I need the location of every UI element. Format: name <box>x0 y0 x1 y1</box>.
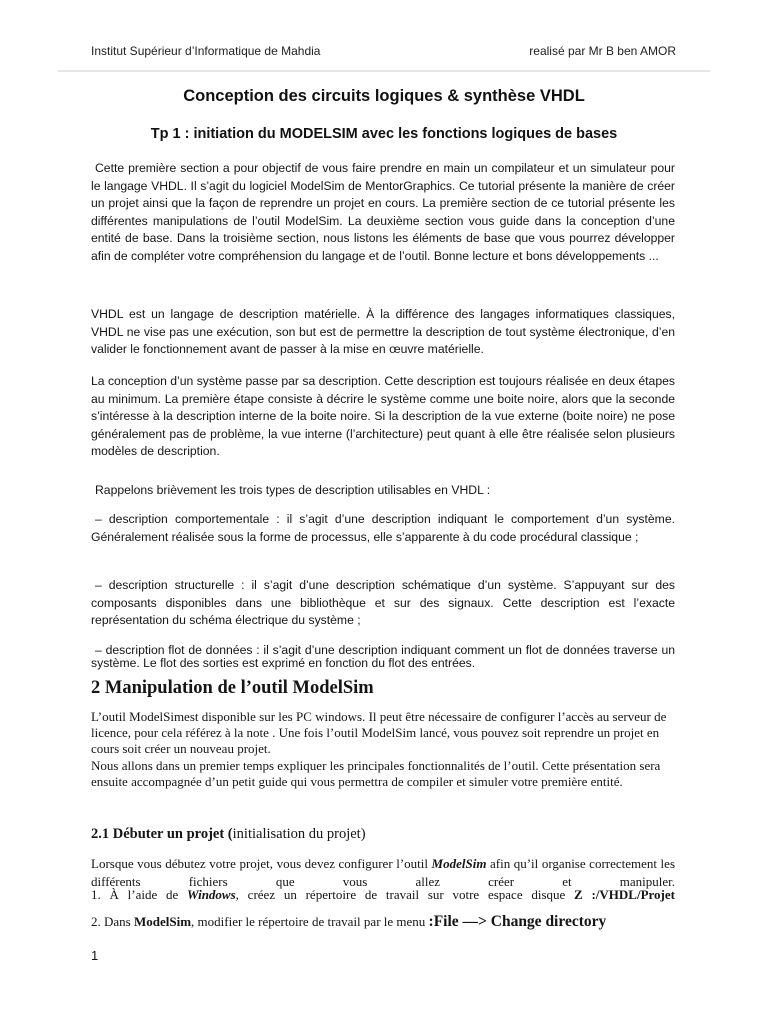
step-1-text-b: , créez un répertoire de travail sur votre espace disque <box>235 887 575 902</box>
paragraph-vhdl: VHDL est un langage de description matérielle. À la différence des langages informatiques classiques, VHDL ne vise pas une exécution, son but est de permettre la description de tout système électronique, d’en valider le fonctionnement avant de passer à la mise en œuvre matérielle. <box>91 307 675 357</box>
section-2-1-heading-rest: initialisation du projet) <box>232 826 366 842</box>
header-institution: Institut Supérieur d’Informatique de Mahdia <box>91 44 321 58</box>
section-2-body-2: Nous allons dans un premier temps expliquer les principales fonctionnalités de l’outil. Cette présentation sera ensuite accompagnée d’un petit guide qui vous permettra de compiler et simuler votre première entité. <box>91 757 661 789</box>
intro-text-b: afin qu’il organise correctement les différents fichiers que vous allez créer et manipuler. <box>91 856 675 889</box>
step-1-path: Z :/VHDL/Projet <box>574 887 675 902</box>
step-1-windows: Windows <box>187 887 236 902</box>
step-2-text-a: 2. Dans <box>91 914 134 929</box>
page-number: 1 <box>91 948 99 963</box>
document-subtitle: Tp 1 : initiation du MODELSIM avec les fonctions logiques de bases <box>150 126 618 142</box>
intro-modelsim: ModelSim <box>431 856 487 871</box>
paragraph-flot: – description flot de données : il s’agit d’une description indiquant comment un flot de données traverse un système. Le flot des sorties est exprimé en fonction du flot des entrées. <box>91 643 675 670</box>
paragraph-rappel: Rappelons brièvement les trois types de description utilisables en VHDL : <box>95 483 491 497</box>
section-2-body-1: L’outil ModelSimest disponible sur les PC windows. Il peut être nécessaire de configurer l’accès au serveur de licence, pour cela référez à la note . Une fois l’outil ModelSim lancé, vous pouvez soit reprendre un projet en cours soit créer un nouveau projet. <box>91 709 667 757</box>
step-2-menu-path: :File —> Change directory <box>428 913 607 930</box>
paragraph-comportementale: – description comportementale : il s’agit d’une description indiquant le comportement d’un système. Généralement réalisée sous la forme de processus, elle s’apparente à du code procédural classique ; <box>91 512 675 544</box>
intro-text-a: Lorsque vous débutez votre projet, vous devez configurer l’outil <box>91 856 432 871</box>
step-2-modelsim: ModelSim <box>133 914 192 929</box>
document-title: Conception des circuits logiques & synthèse VHDL <box>183 87 585 105</box>
header-divider <box>58 70 710 72</box>
section-2-1-intro <box>91 855 675 890</box>
section-2-1-heading-bold: 2.1 Débuter un projet ( <box>91 826 233 842</box>
paragraph-structurelle: – description structurelle : il s’agit d’une description schématique d’un système. S’appuyant sur des composants disponibles dans une bibliothèque et sur des signaux. Cette description est l’exacte représentation du schéma électrique du système ; <box>91 578 675 628</box>
header-author: realisé par Mr B ben AMOR <box>529 44 676 58</box>
section-2-heading: 2 Manipulation de l’outil ModelSim <box>91 678 374 698</box>
paragraph-intro: Cette première section a pour objectif de vous faire prendre en main un compilateur et un simulateur pour le langage VHDL. Il s’agit du logiciel ModelSim de MentorGraphics. Ce tutorial présente la manière de créer un projet ainsi que la façon de reprendre un projet en cours. La première section de ce tutorial présente les différentes manipulations de l’outil ModelSim. La deuxième section vous guide dans la conception d’une entité de base. Dans la troisième section, nous listons les éléments de base que vous pourrez développer afin de compléter votre compréhension du langage et de l’outil. Bonne lecture et bons développements ... <box>91 161 675 263</box>
paragraph-conception: La conception d’un système passe par sa description. Cette description est toujours réalisée en deux étapes au minimum. La première étape consiste à décrire le système comme une boite noire, alors que la seconde s’intéresse à la description interne de la boite noire. Si la description de la vue externe (boite noire) ne pose généralement pas de problème, la vue interne (l’architecture) peut quant à elle être réalisée selon plusieurs modèles de description. <box>91 374 675 459</box>
section-2-body <box>91 709 687 790</box>
step-1-text-a: 1. À l’aide de <box>91 887 188 902</box>
step-2-text-c: , modifier le répertoire de travail par le menu <box>191 914 429 929</box>
step-2 <box>91 913 681 931</box>
step-1 <box>91 886 675 904</box>
section-2-1-heading <box>91 826 366 843</box>
